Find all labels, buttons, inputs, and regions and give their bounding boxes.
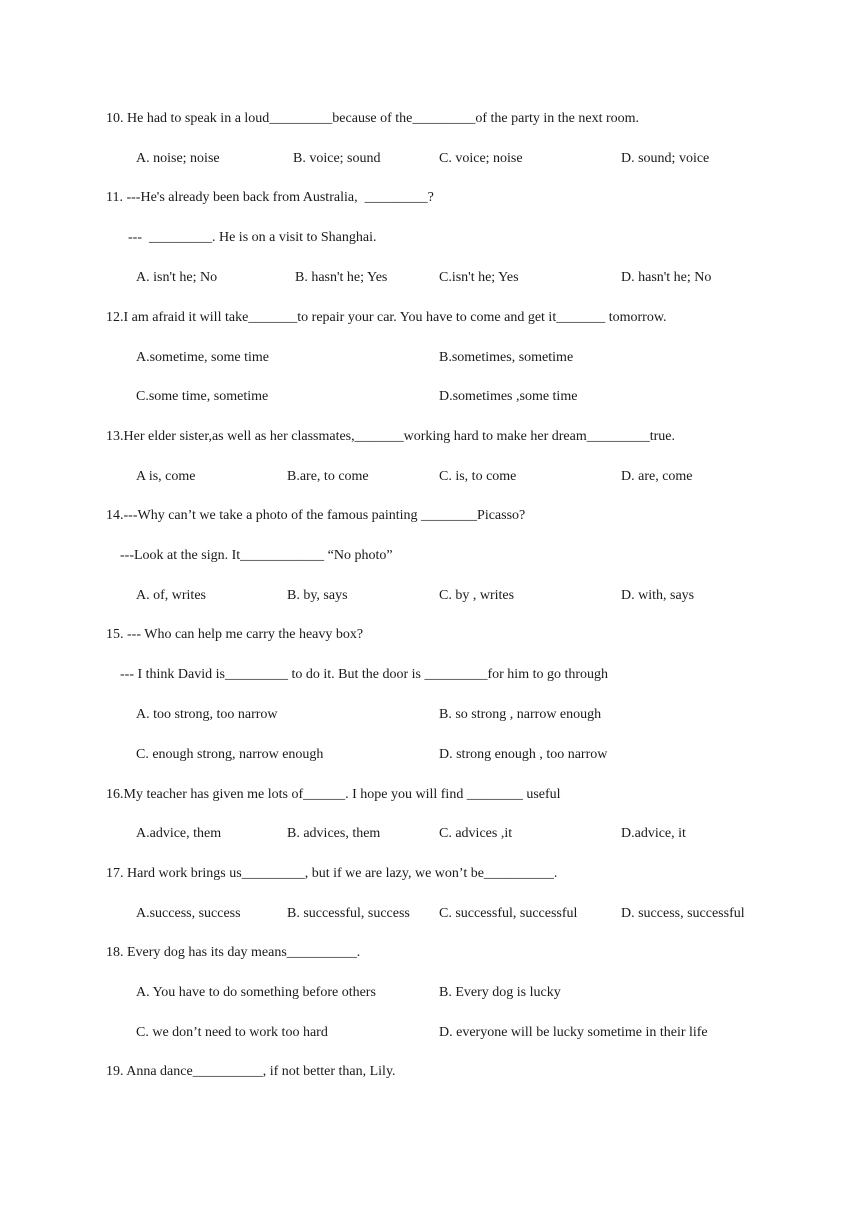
question-18-stem: 18. Every dog has its day means__________. [106, 945, 361, 960]
question-16-option-a: A.advice, them [136, 826, 222, 841]
question-15-reply: --- I think David is_________ to do it. But the door is _________for him to go through [120, 667, 609, 682]
question-16-option-d: D.advice, it [621, 826, 686, 841]
question-18-option-b: B. Every dog is lucky [439, 985, 561, 1000]
question-19-stem: 19. Anna dance__________, if not better than, Lily. [106, 1064, 396, 1079]
question-12-option-c: C.some time, sometime [136, 389, 269, 404]
question-17-option-d: D. success, successful [621, 906, 745, 921]
question-14-stem: 14.---Why can’t we take a photo of the famous painting ________Picasso? [106, 508, 526, 523]
question-14-option-b: B. by, says [287, 588, 348, 603]
question-13-stem: 13.Her elder sister,as well as her classmates,_______working hard to make her dream_________true. [106, 429, 675, 444]
question-11-option-d: D. hasn't he; No [621, 270, 712, 285]
question-17-option-b: B. successful, success [287, 906, 410, 921]
question-11-reply: --- _________. He is on a visit to Shanghai. [128, 230, 377, 245]
question-18-option-c: C. we don’t need to work too hard [136, 1025, 328, 1040]
question-14-option-d: D. with, says [621, 588, 695, 603]
question-11-option-a: A. isn't he; No [136, 270, 218, 285]
question-12-stem: 12.I am afraid it will take_______to repair your car. You have to come and get it_______ tomorrow. [106, 310, 667, 325]
question-14-option-a: A. of, writes [136, 588, 206, 603]
question-16-option-b: B. advices, them [287, 826, 381, 841]
question-11-option-c: C.isn't he; Yes [439, 270, 519, 285]
question-13-option-a: A is, come [136, 469, 196, 484]
question-15-option-c: C. enough strong, narrow enough [136, 747, 324, 762]
question-15-option-a: A. too strong, too narrow [136, 707, 278, 722]
question-18-option-a: A. You have to do something before others [136, 985, 376, 1000]
question-10-stem: 10. He had to speak in a loud_________because of the_________of the party in the next room. [106, 111, 640, 126]
question-17-option-a: A.success, success [136, 906, 241, 921]
question-10-option-b: B. voice; sound [293, 151, 381, 166]
question-16-stem: 16.My teacher has given me lots of______. I hope you will find ________ useful [106, 787, 561, 802]
question-14-option-c: C. by , writes [439, 588, 515, 603]
question-13-option-b: B.are, to come [287, 469, 369, 484]
question-11-option-b: B. hasn't he; Yes [295, 270, 388, 285]
question-14-reply: ---Look at the sign. It____________ “No photo” [120, 548, 393, 563]
question-12-option-b: B.sometimes, sometime [439, 350, 574, 365]
question-15-stem: 15. --- Who can help me carry the heavy box? [106, 627, 364, 642]
question-15-option-d: D. strong enough , too narrow [439, 747, 608, 762]
question-10-option-c: C. voice; noise [439, 151, 523, 166]
question-18-option-d: D. everyone will be lucky sometime in their life [439, 1025, 708, 1040]
question-16-option-c: C. advices ,it [439, 826, 513, 841]
question-11-stem: 11. ---He's already been back from Australia, _________? [106, 190, 434, 205]
question-15-option-b: B. so strong , narrow enough [439, 707, 602, 722]
question-17-stem: 17. Hard work brings us_________, but if we are lazy, we won’t be__________. [106, 866, 558, 881]
question-10-option-d: D. sound; voice [621, 151, 710, 166]
question-13-option-d: D. are, come [621, 469, 693, 484]
question-12-option-a: A.sometime, some time [136, 350, 269, 365]
question-12-option-d: D.sometimes ,some time [439, 389, 578, 404]
question-17-option-c: C. successful, successful [439, 906, 578, 921]
question-13-option-c: C. is, to come [439, 469, 517, 484]
question-10-option-a: A. noise; noise [136, 151, 220, 166]
